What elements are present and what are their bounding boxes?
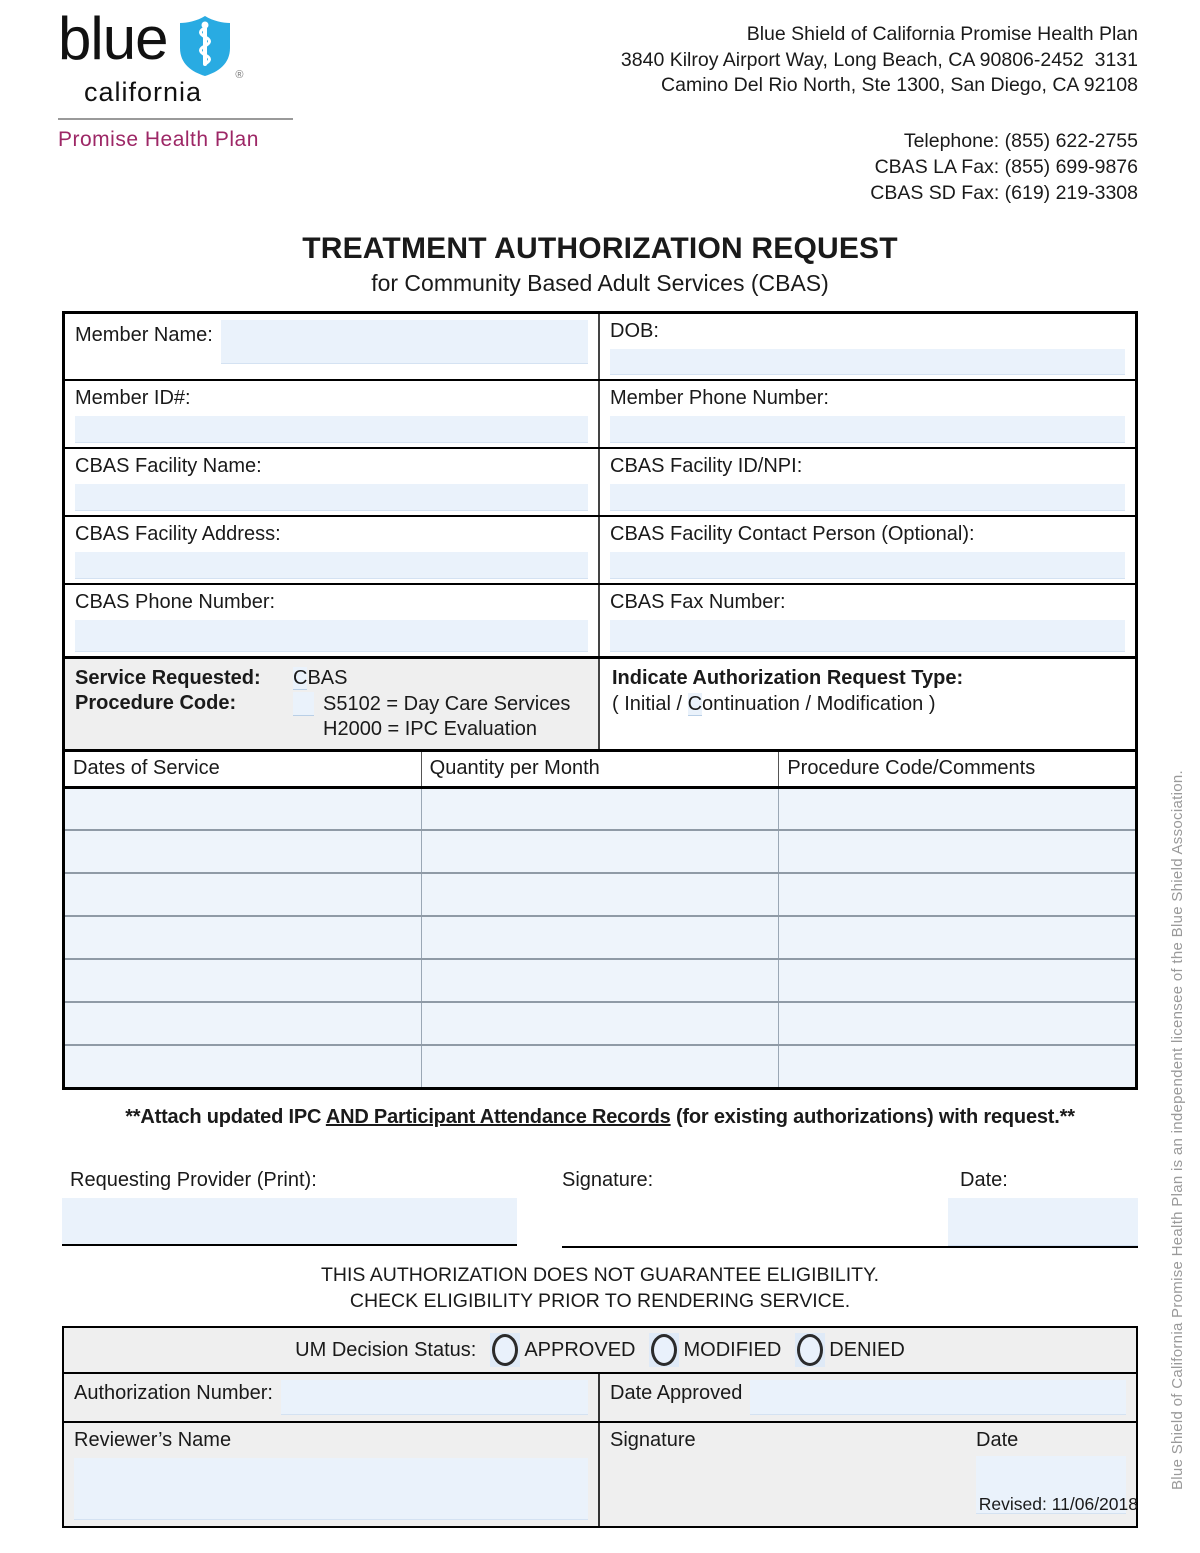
org-line: Camino Del Rio North, Ste 1300, San Diego, CA 92108 <box>661 74 1138 97</box>
authorization-number-cell <box>64 1374 600 1421</box>
logo-blue-text: blue <box>58 5 168 72</box>
logo-promise-text: Promise Health Plan <box>58 128 259 151</box>
authorization-number-label: Authorization Number: <box>74 1382 273 1405</box>
auth-type-post: ontinuation / Modification ) <box>702 693 936 715</box>
member-row-id-phone <box>65 379 1135 447</box>
cbas-fax-input[interactable] <box>610 620 1125 652</box>
um-option-modified <box>649 1333 781 1367</box>
service-rows <box>64 787 1137 1088</box>
service-requested-cell <box>65 659 600 749</box>
service-cell-input[interactable] <box>779 830 1137 873</box>
service-cell-input[interactable] <box>421 787 779 830</box>
service-empty-row <box>64 959 1137 1002</box>
signature-label: Signature: <box>562 1168 654 1191</box>
auth-type-pre: ( Initial / <box>612 693 688 715</box>
member-phone-cell <box>600 381 1135 447</box>
member-name-input[interactable] <box>221 320 588 364</box>
service-requested-row <box>65 656 1135 749</box>
revised-date: Revised: 11/06/2018 <box>978 1494 1138 1514</box>
attach-note-post: (for existing authorizations) with request.** <box>670 1105 1075 1128</box>
service-cell-input[interactable] <box>64 959 422 1002</box>
facility-id-label: CBAS Facility ID/NPI: <box>610 455 803 477</box>
facility-id-cell <box>600 449 1135 515</box>
facility-contact-cell <box>600 517 1135 583</box>
member-phone-label: Member Phone Number: <box>610 387 829 409</box>
procedure-line-2: H2000 = IPC Evaluation <box>323 718 538 740</box>
um-option-approved <box>490 1333 635 1367</box>
attach-note-underlined: AND Participant Attendance Records <box>325 1105 671 1128</box>
service-cell-input[interactable] <box>64 787 422 830</box>
fax-sd-line: CBAS SD Fax: (619) 219-3308 <box>870 181 1138 204</box>
phone-line: Telephone: (855) 622-2755 <box>903 130 1138 153</box>
requesting-provider-label: Requesting Provider (Print): <box>70 1168 317 1191</box>
facility-name-input[interactable] <box>75 484 588 511</box>
approved-radio[interactable] <box>492 1334 518 1366</box>
member-row-name-dob <box>65 314 1135 379</box>
requesting-provider-block <box>62 1169 517 1248</box>
service-cell-input[interactable] <box>779 787 1137 830</box>
service-empty-row <box>64 787 1137 830</box>
facility-row-name-id <box>65 447 1135 515</box>
modified-radio[interactable] <box>651 1334 677 1366</box>
facility-address-label: CBAS Facility Address: <box>75 523 281 545</box>
reviewer-date-label: Date <box>976 1429 1019 1452</box>
date-approved-label: Date Approved <box>610 1382 743 1405</box>
cbas-row-phone-fax <box>65 583 1135 656</box>
attach-note <box>62 1106 1138 1129</box>
dob-cell <box>600 314 1135 379</box>
um-decision-box <box>62 1326 1138 1528</box>
attach-note-pre: **Attach updated IPC <box>125 1105 326 1128</box>
dates-table-header-row <box>64 752 1137 787</box>
service-cell-input[interactable] <box>64 1002 422 1045</box>
procedure-s5102-text: S5102 = Day Care Services <box>323 692 571 715</box>
service-cell-input[interactable] <box>779 873 1137 916</box>
form-subtitle: for Community Based Adult Services (CBAS) <box>371 270 829 296</box>
service-cell-input[interactable] <box>779 1045 1137 1088</box>
member-name-cell <box>65 314 600 379</box>
service-cell-input[interactable] <box>64 873 422 916</box>
dob-input[interactable] <box>610 349 1125 375</box>
date-approved-input[interactable] <box>750 1380 1126 1415</box>
service-empty-row <box>64 1002 1137 1045</box>
approved-radio-backdrop <box>490 1333 520 1367</box>
cbas-phone-cell <box>65 585 600 656</box>
member-phone-input[interactable] <box>610 416 1125 443</box>
denied-label: DENIED <box>829 1338 905 1361</box>
facility-name-cell <box>65 449 600 515</box>
facility-address-cell <box>65 517 600 583</box>
facility-contact-input[interactable] <box>610 552 1125 579</box>
service-empty-row <box>64 1045 1137 1088</box>
form-header <box>0 0 1200 228</box>
service-cell-input[interactable] <box>421 959 779 1002</box>
org-line: Blue Shield of California Promise Health Plan <box>746 23 1138 45</box>
denied-radio[interactable] <box>797 1334 823 1366</box>
blue-shield-logo <box>58 5 298 152</box>
logo-california-text: california <box>84 77 203 107</box>
um-status-row <box>64 1328 1136 1372</box>
service-cell-input[interactable] <box>779 959 1137 1002</box>
auth-type-options <box>612 693 1123 716</box>
facility-row-address-contact <box>65 515 1135 583</box>
signature-date-block <box>562 1169 1138 1248</box>
cbas-check-field[interactable]: C <box>293 667 308 689</box>
facility-name-label: CBAS Facility Name: <box>75 455 262 477</box>
service-cell-input[interactable] <box>421 916 779 959</box>
service-cell-input[interactable] <box>779 916 1137 959</box>
licensee-vertical-note: Blue Shield of California Promise Health Plan is an independent licensee of the Blue Shield Association. <box>1169 770 1186 1490</box>
title-block <box>0 232 1200 297</box>
um-authnumber-row <box>64 1372 1136 1421</box>
date-block <box>948 1169 1138 1246</box>
member-id-label: Member ID#: <box>75 387 191 409</box>
service-cell-input[interactable] <box>421 830 779 873</box>
provider-signature-section <box>62 1169 1138 1248</box>
date-approved-cell <box>600 1374 1136 1421</box>
quantity-per-month-header: Quantity per Month <box>421 752 779 787</box>
org-line: 3840 Kilroy Airport Way, Long Beach, CA 90806-2452 3131 <box>620 48 1138 71</box>
auth-type-label: Indicate Authorization Request Type: <box>612 667 964 689</box>
service-cell-input[interactable] <box>421 1045 779 1088</box>
reviewer-signature-label: Signature <box>610 1429 696 1452</box>
auth-request-type-cell <box>600 659 1135 749</box>
dob-label: DOB: <box>610 320 659 342</box>
cbas-fax-cell <box>600 585 1135 656</box>
form-title: TREATMENT AUTHORIZATION REQUEST <box>302 232 898 265</box>
reviewer-name-cell <box>64 1423 600 1526</box>
requesting-provider-input[interactable] <box>62 1198 517 1246</box>
continuation-check-field[interactable]: C <box>687 693 703 715</box>
cbas-fax-label: CBAS Fax Number: <box>610 591 786 613</box>
reviewer-name-input[interactable] <box>74 1458 588 1520</box>
service-cell-input[interactable] <box>421 1002 779 1045</box>
service-empty-row <box>64 830 1137 873</box>
registered-mark: ® <box>235 69 244 81</box>
procedure-code-check-field[interactable] <box>293 692 314 716</box>
facility-id-input[interactable] <box>610 484 1125 511</box>
service-cell-input[interactable] <box>64 1045 422 1088</box>
member-id-cell <box>65 381 600 447</box>
member-id-input[interactable] <box>75 416 588 443</box>
eligibility-line-1: THIS AUTHORIZATION DOES NOT GUARANTEE ELIGIBILITY. <box>320 1263 880 1286</box>
fax-la-line: CBAS LA Fax: (855) 699-9876 <box>874 155 1138 178</box>
approved-label: APPROVED <box>524 1338 636 1361</box>
dates-of-service-header: Dates of Service <box>64 752 422 787</box>
cbas-phone-input[interactable] <box>75 620 588 652</box>
member-name-label: Member Name: <box>75 324 213 346</box>
service-empty-row <box>64 873 1137 916</box>
reviewer-name-label: Reviewer’s Name <box>74 1429 232 1452</box>
date-input[interactable] <box>948 1198 1138 1246</box>
service-cell-input[interactable] <box>64 830 422 873</box>
procedure-code-label: Procedure Code: <box>75 692 237 714</box>
service-empty-row <box>64 916 1137 959</box>
eligibility-note <box>62 1262 1138 1315</box>
denied-radio-backdrop <box>795 1333 825 1367</box>
date-label: Date: <box>960 1168 1008 1191</box>
facility-contact-label: CBAS Facility Contact Person (Optional): <box>610 523 975 545</box>
eligibility-line-2: CHECK ELIGIBILITY PRIOR TO RENDERING SERVICE. <box>349 1289 851 1312</box>
cbas-phone-label: CBAS Phone Number: <box>75 591 276 613</box>
logo-divider <box>58 118 293 120</box>
service-cell-input[interactable] <box>64 916 422 959</box>
header-address-block <box>621 22 1138 206</box>
um-option-denied <box>795 1333 905 1367</box>
service-requested-label: Service Requested: <box>75 667 261 689</box>
um-reviewer-row <box>64 1421 1136 1526</box>
cbas-text: BAS <box>307 667 348 689</box>
um-status-label: UM Decision Status: <box>295 1338 477 1361</box>
dates-of-service-table <box>62 752 1138 1090</box>
procedure-comments-header: Procedure Code/Comments <box>779 752 1137 787</box>
service-cell-input[interactable] <box>779 1002 1137 1045</box>
member-info-table <box>62 311 1138 752</box>
modified-label: MODIFIED <box>683 1338 782 1361</box>
authorization-number-input[interactable] <box>281 1380 588 1415</box>
procedure-line-1 <box>293 692 588 716</box>
facility-address-input[interactable] <box>75 552 588 579</box>
modified-radio-backdrop <box>649 1333 679 1367</box>
service-requested-value <box>293 667 588 690</box>
service-cell-input[interactable] <box>421 873 779 916</box>
blue-shield-icon <box>177 14 244 83</box>
